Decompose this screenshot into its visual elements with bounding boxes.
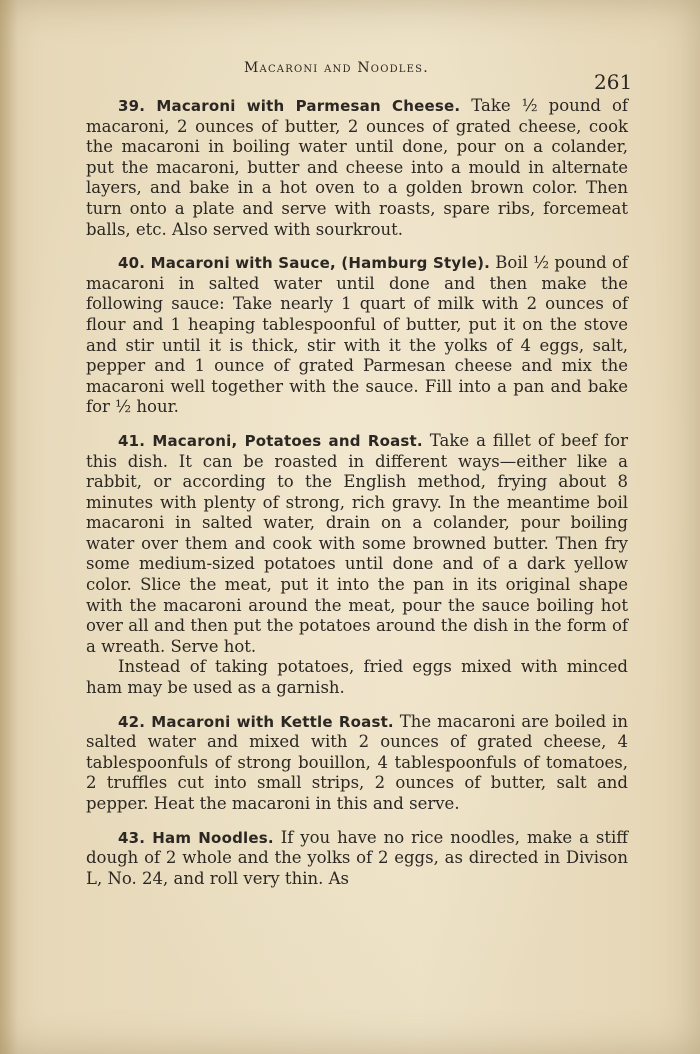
recipe-title: 39. Macaroni with Parmesan Cheese. — [118, 97, 461, 115]
recipe-43 — [86, 828, 628, 890]
recipe-text: The macaroni are boiled in salted water and mixed with 2 ounces of grated cheese, 4 tablespoonfuls of strong bouillon, 4 tablespoonfuls of tomatoes, 2 truffles cut into small strips, 2 ounces of butter, salt and pepper. Heat the macaroni in this and serve. — [86, 711, 629, 813]
recipe-40 — [86, 253, 628, 418]
running-head: Macaroni and Noodles. — [244, 60, 429, 76]
recipe-title: 42. Macaroni with Kettle Roast. — [118, 712, 394, 731]
recipe-title: 40. Macaroni with Sauce, (Hamburg Style). — [118, 254, 491, 273]
recipe-42 — [86, 712, 628, 815]
recipe-text: Take a fillet of beef for this dish. It can be roasted in different ways—either like a rabbit, or according to the English method, frying about 8 minutes with plenty of strong, rich gravy. In the meantime boil macaroni in salted water, drain on a colander, pour boiling water over them and cook with some browned butter. Then fry some medium-sized potatoes until done and of a dark yellow color. Slice the meat, put it into the pan in its original shape with the macaroni around the meat, pour the sauce boiling hot over all and then put the potatoes around the dish in the form of a wreath. Serve hot. — [86, 430, 629, 656]
recipe-title: 41. Macaroni, Potatoes and Roast. — [118, 431, 423, 450]
recipe-text: If you have no rice noodles, make a stiff dough of 2 whole and the yolks of 2 eggs, as directed in Divison L, No. 24, and roll very thin. As — [86, 827, 629, 888]
recipe-text: Take ½ pound of macaroni, 2 ounces of butter, 2 ounces of grated cheese, cook the macaroni in boiling water until done, pour on a colander, put the macaroni, butter and cheese into a mould in alternate layers, and bake in a hot oven to a golden brown color. Then turn onto a plate and serve with roasts, spare ribs, forcemeat balls, etc. Also served with sourkrout. — [86, 96, 629, 239]
recipe-text: Boil ½ pound of macaroni in salted water until done and then make the following sauce: Take nearly 1 quart of milk with 2 ounces of flour and 1 heaping tablespoonful of butter, put it on the stove and stir until it is thick, stir with it the yolks of 4 eggs, salt, pepper and 1 ounce of grated Parmesan cheese and mix the macaroni well together with the sauce. Fill into a pan and bake for ½ hour. — [86, 253, 628, 417]
recipe-note: Instead of taking potatoes, fried eggs mixed with minced ham may be used as a garnish. — [86, 657, 628, 698]
recipe-41 — [86, 431, 628, 658]
recipe-title: 43. Ham Noodles. — [118, 828, 274, 847]
page-number: 261 — [594, 70, 633, 94]
recipe-39 — [86, 96, 628, 240]
page-body — [86, 96, 628, 902]
